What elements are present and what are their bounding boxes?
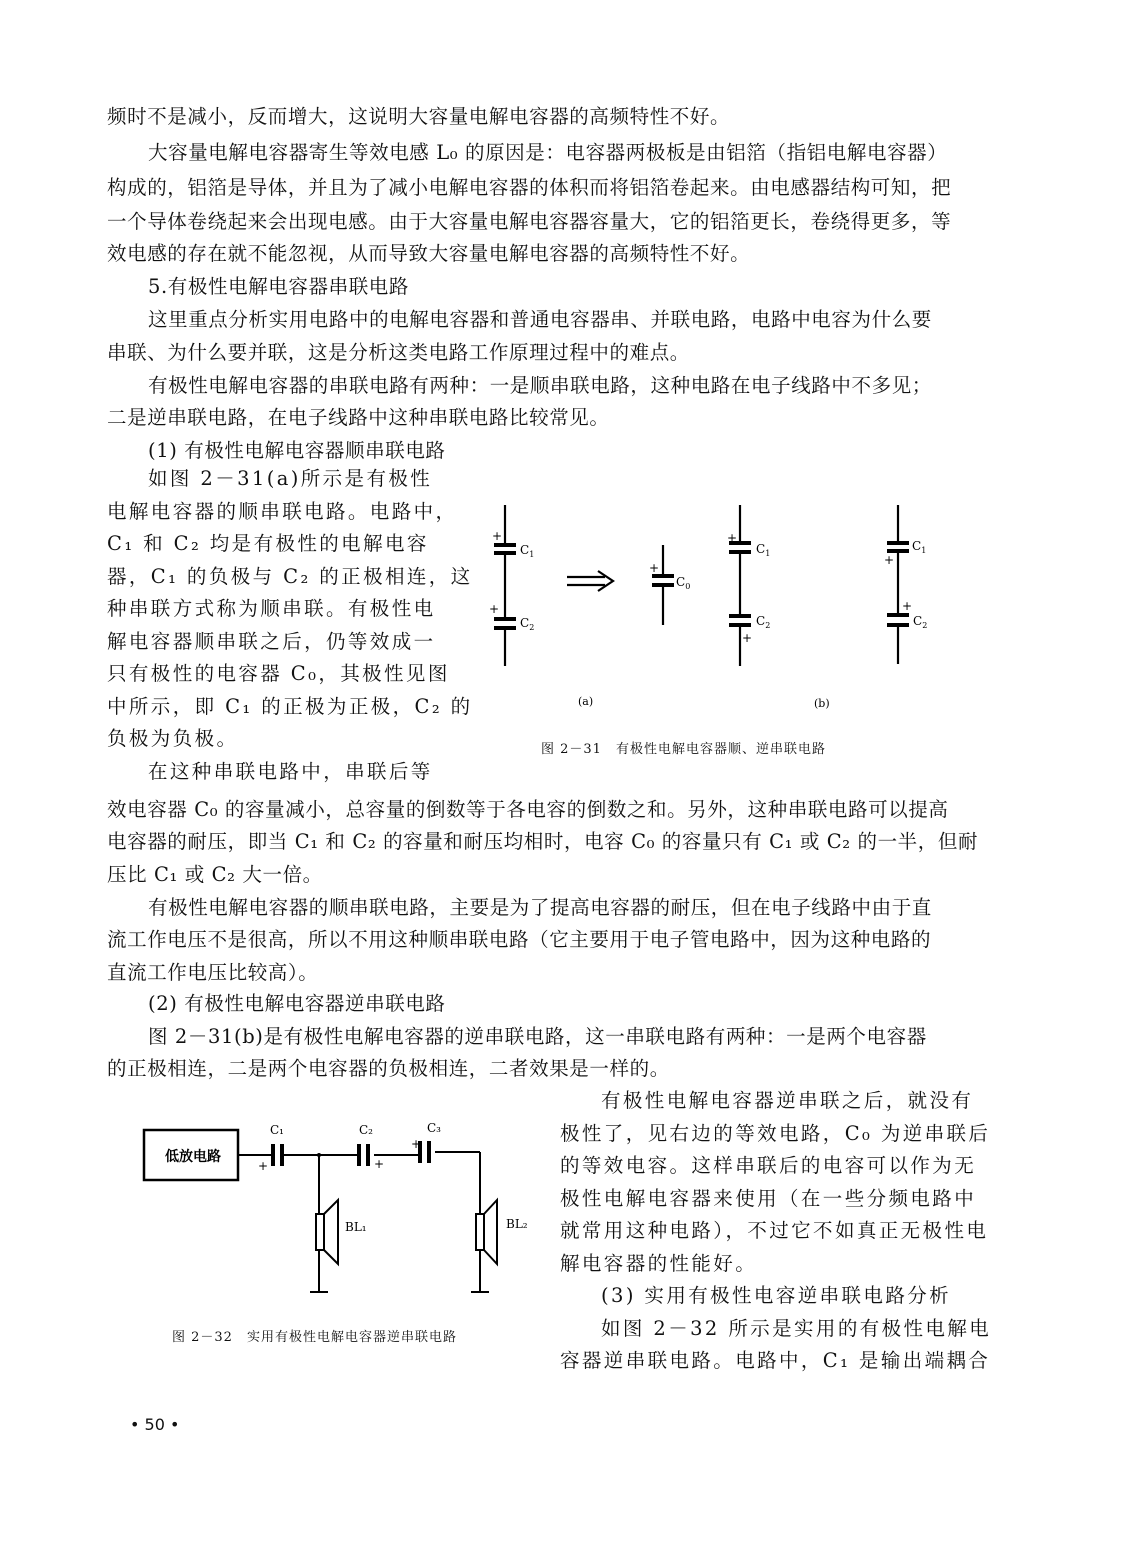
capacitor-c1-plate <box>271 1144 275 1166</box>
capacitor-c2-plate <box>887 613 909 617</box>
text-line: 的等效电容。这样串联后的电容可以作为无 <box>560 1154 977 1177</box>
label-c2: $C_2$ <box>913 614 928 630</box>
capacitor-c2-plate <box>729 614 751 618</box>
label-c0: $C_0$ <box>676 575 691 591</box>
right-paragraph <box>560 1085 992 1378</box>
figure-2-31 <box>470 490 950 710</box>
text-line: 大容量电解电容器寄生等效电感 L₀ 的原因是：电容器两极板是由铝箔（指铝电解电容器） <box>148 141 948 164</box>
capacitor-c1-plate <box>887 541 909 545</box>
text-line: 频时不是减小，反而增大，这说明大容量电解电容器的高频特性不好。 <box>107 105 731 128</box>
subsection-heading: (3) 实用有极性电容逆串联电路分析 <box>601 1284 952 1307</box>
text-line: 直流工作电压比较高）。 <box>107 961 319 984</box>
text-line: 如图 2－31(a)所示是有极性 <box>148 467 433 490</box>
plus-sign: + <box>492 529 503 543</box>
label-c2: C₂ <box>359 1123 373 1137</box>
subsection-heading: (2) 有极性电解电容器逆串联电路 <box>148 992 446 1015</box>
page-number: • 50 • <box>130 1415 180 1434</box>
text-line: 电容器的耐压，即当 C₁ 和 C₂ 的容量和耐压均相时，电容 C₀ 的容量只有 C₁ 或 C₂ 的一半，但耐 <box>107 830 979 853</box>
capacitor-c2-plate <box>494 626 516 630</box>
text-line: 容器逆串联电路。电路中，C₁ 是输出端耦合 <box>560 1349 991 1372</box>
arrow-head <box>598 571 613 591</box>
text-line: 在这种串联电路中，串联后等 <box>148 759 433 783</box>
speaker-bl1-cone <box>324 1200 338 1264</box>
text-line: 一个导体卷绕起来会出现电感。由于大容量电解电容器容量大，它的铝箔更长，卷绕得更多，等 <box>107 210 952 233</box>
plus-sign: + <box>902 599 913 613</box>
text-line: 有极性电解电容器的顺串联电路，主要是为了提高电容器的耐压，但在电子线路中由于直 <box>148 896 932 919</box>
text-line: 效电容器 C₀ 的容量减小，总容量的倒数等于各电容的倒数之和。另外，这种串联电路可以提高 <box>107 798 949 821</box>
capacitor-c1-plate <box>494 551 516 555</box>
label-c2: $C_2$ <box>520 616 535 632</box>
speaker-bl1 <box>316 1214 324 1250</box>
plus-sign: + <box>374 1157 385 1171</box>
text-line: 种串联方式称为顺串联。有极性电 <box>107 597 436 620</box>
label-bl1: BL₁ <box>345 1220 367 1234</box>
low-amp-label: 低放电路 <box>165 1149 221 1165</box>
text-line: 这里重点分析实用电路中的电解电容器和普通电容器串、并联电路，电路中电容为什么要 <box>148 308 932 331</box>
junction <box>317 1153 321 1157</box>
capacitor-c2-plate <box>494 617 516 621</box>
text-line: 有极性电解电容器的串联电路有两种：一是顺串联电路，这种电路在电子线路中不多见； <box>148 374 932 397</box>
text-line: 极性了，见右边的等效电路，C₀ 为逆串联后 <box>560 1121 991 1145</box>
capacitor-c1-plate <box>280 1144 284 1166</box>
text-line: 如图 2－32 所示是实用的有极性电解电 <box>601 1316 992 1340</box>
label-a: (a) <box>578 695 594 708</box>
text-line: 极性电解电容器来使用（在一些分频电路中 <box>560 1186 977 1210</box>
text-line: 有极性电解电容器逆串联之后，就没有 <box>601 1089 974 1112</box>
label-c1: $C_1$ <box>520 543 535 559</box>
narrow-paragraph <box>107 463 473 788</box>
label-c3: C₃ <box>427 1121 441 1135</box>
figure-2-32-caption: 图 2－32 实用有极性电解电容器逆串联电路 <box>172 1330 457 1345</box>
text-line: 的正极相连，二是两个电容器的负极相连，二者效果是一样的。 <box>107 1057 670 1080</box>
text-line: 图 2－31(b)是有极性电解电容器的逆串联电路，这一串联电路有两种：一是两个电容器 <box>148 1025 927 1048</box>
label-c1: C₁ <box>270 1123 284 1137</box>
subsection-heading: (1) 有极性电解电容器顺串联电路 <box>148 439 446 462</box>
text-line: 就常用这种电路），不过它不如真正无极性电 <box>560 1219 989 1242</box>
label-c1: $C_1$ <box>756 542 771 558</box>
label-bl2: BL₂ <box>506 1217 528 1231</box>
plus-sign: + <box>411 1137 422 1151</box>
plus-sign: + <box>258 1159 269 1173</box>
section-heading: 5.有极性电解电容器串联电路 <box>148 275 410 298</box>
label-c2: $C_2$ <box>756 614 771 630</box>
text-line: 电解电容器的顺串联电路。电路中， <box>107 499 458 523</box>
label-c1: $C_1$ <box>912 539 927 555</box>
figure-2-31-caption: 图 2－31 有极性电解电容器顺、逆串联电路 <box>541 742 826 757</box>
speaker-bl2-cone <box>484 1200 497 1264</box>
capacitor-c2-plate <box>357 1144 361 1166</box>
capacitor-c1-plate <box>494 543 516 547</box>
text-line: 构成的，铝箔是导体，并且为了减小电解电容器的体积而将铝箔卷起来。由电感器结构可知，把 <box>107 176 952 199</box>
text-line: 器，C₁ 的负极与 C₂ 的正极相连，这 <box>107 564 473 588</box>
capacitor-c1-plate <box>729 550 751 554</box>
text-line: 只有极性的电容器 C₀，其极性见图 <box>107 662 450 685</box>
text-line: 解电容器的性能好。 <box>560 1251 758 1275</box>
text-line: 负极为负极。 <box>107 727 239 750</box>
text-line: 串联、为什么要并联，这是分析这类电路工作原理过程中的难点。 <box>107 341 690 364</box>
speaker-bl2 <box>476 1214 484 1250</box>
text-line: 二是逆串联电路，在电子线路中这种串联电路比较常见。 <box>107 406 610 429</box>
plus-sign: + <box>727 531 738 545</box>
capacitor-c0-plate <box>652 583 674 587</box>
plus-sign: + <box>884 553 895 567</box>
text-line: C₁ 和 C₂ 均是有极性的电解电容 <box>107 532 429 555</box>
text-line: 压比 C₁ 或 C₂ 大一倍。 <box>107 863 323 886</box>
text-line: 效电感的存在就不能忽视，从而导致大容量电解电容器的高频特性不好。 <box>107 242 751 265</box>
capacitor-c2-plate <box>366 1144 370 1166</box>
label-b: (b) <box>814 697 830 710</box>
capacitor-c3-plate <box>427 1141 431 1163</box>
plus-sign: + <box>742 631 753 645</box>
text-line: 中所示，即 C₁ 的正极为正极，C₂ 的 <box>107 694 473 718</box>
text-line: 流工作电压不是很高，所以不用这种顺串联电路（它主要用于电子管电路中，因为这种电路的 <box>107 928 932 951</box>
plus-sign: + <box>489 602 500 616</box>
figure-2-32 <box>130 1100 550 1310</box>
plus-sign: + <box>649 561 660 575</box>
text-line: 解电容器顺串联之后，仍等效成一 <box>107 629 436 653</box>
capacitor-c2-plate <box>729 623 751 627</box>
capacitor-c2-plate <box>887 623 909 627</box>
